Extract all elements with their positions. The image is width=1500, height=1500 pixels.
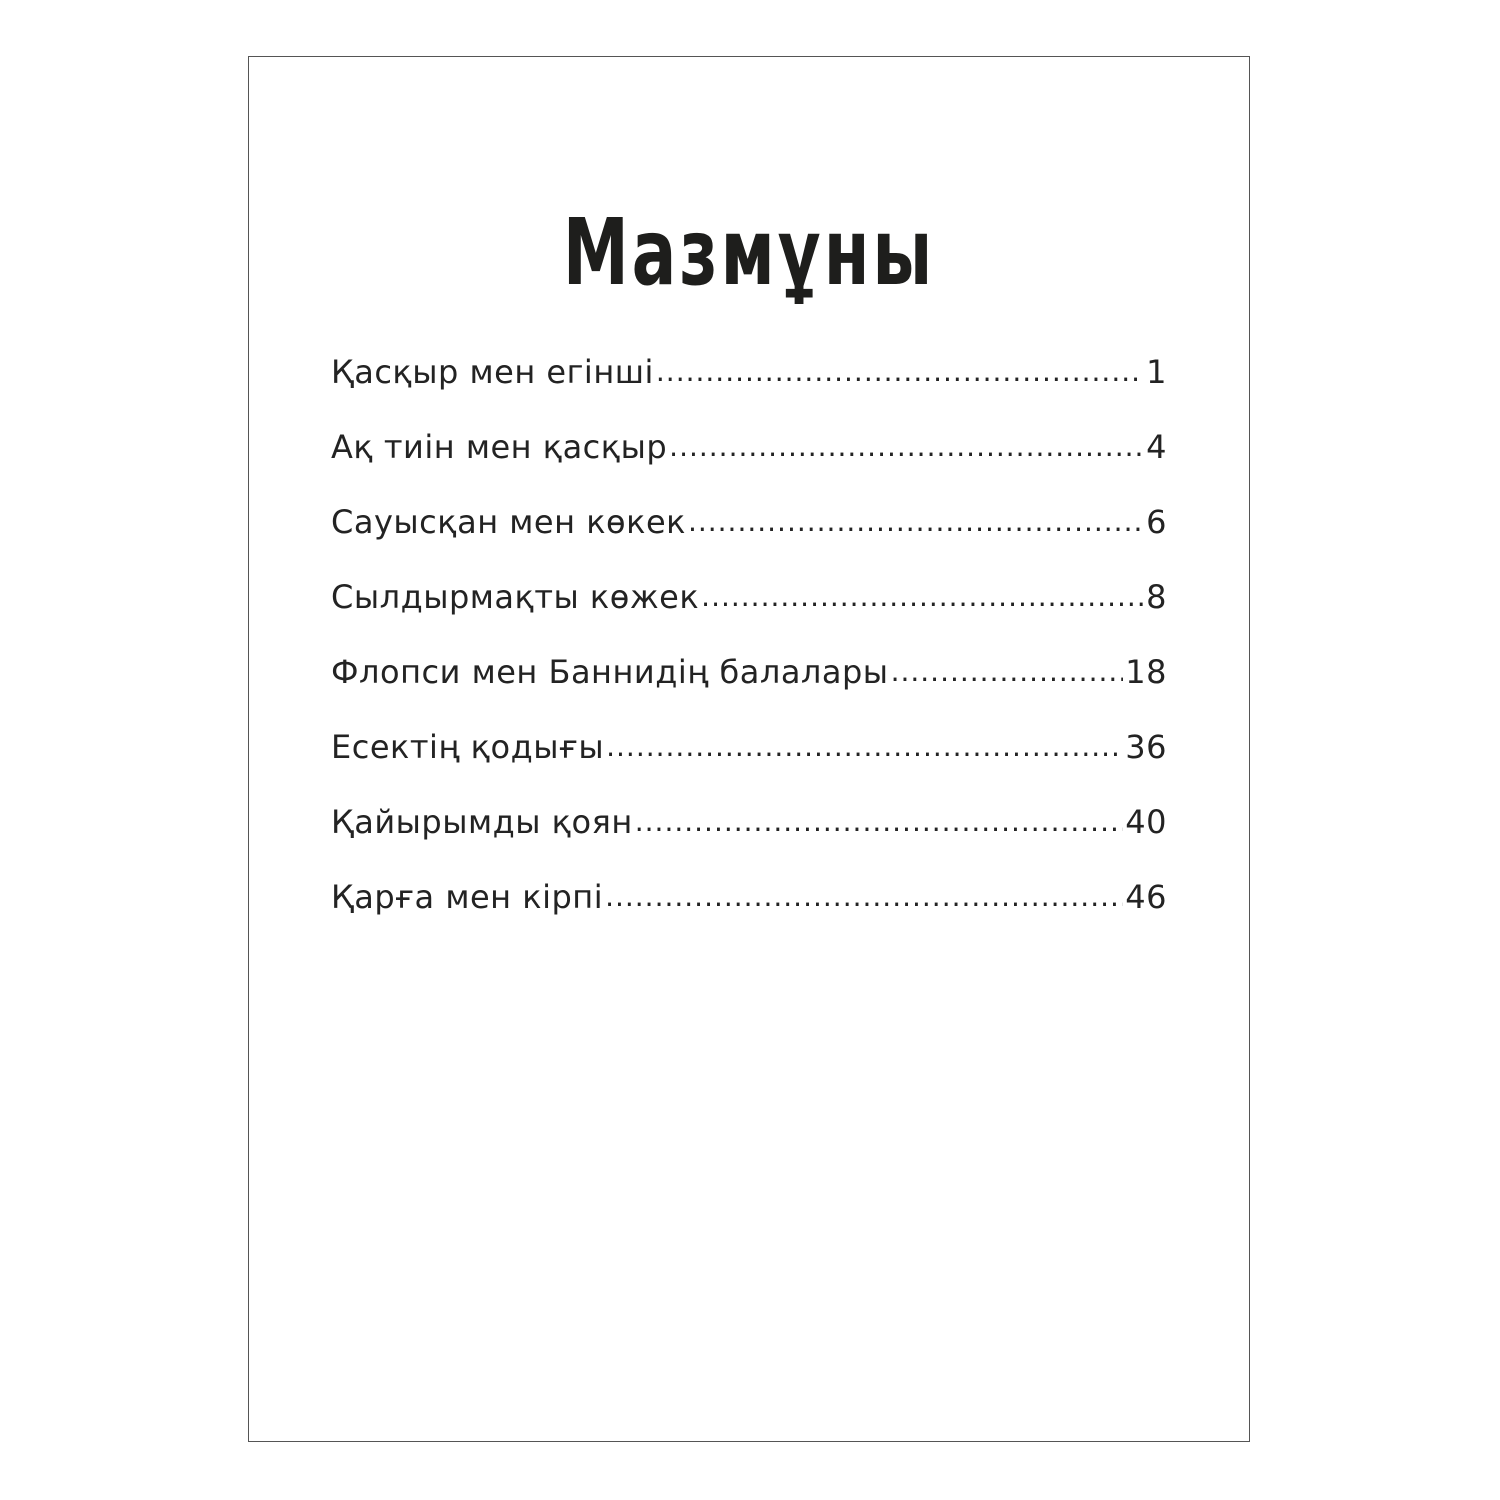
toc-entry[interactable] [331, 803, 1167, 878]
toc-entry-page: 8 [1146, 578, 1167, 616]
toc-entry-title: Есектің қодығы [331, 728, 605, 766]
toc-entry[interactable] [331, 728, 1167, 803]
toc-entry[interactable] [331, 578, 1167, 653]
toc-entry-page: 18 [1125, 653, 1167, 691]
toc-entry-page: 1 [1146, 353, 1167, 391]
toc-entry-page: 36 [1125, 728, 1167, 766]
toc-entry[interactable] [331, 878, 1167, 953]
dot-leader [688, 501, 1144, 539]
toc-entry-title: Сылдырмақты көжек [331, 578, 700, 616]
toc-entry-page: 46 [1125, 878, 1167, 916]
toc-entry-title: Ақ тиін мен қасқыр [331, 428, 668, 466]
dot-leader [669, 426, 1144, 464]
dot-leader [606, 726, 1123, 764]
dot-leader [656, 351, 1144, 389]
dot-leader [891, 651, 1124, 689]
toc-entry-page: 40 [1125, 803, 1167, 841]
toc-entry-page: 6 [1146, 503, 1167, 541]
toc-entry-title: Қайырымды қоян [331, 803, 633, 841]
dot-leader [605, 876, 1123, 914]
toc-entry-title: Қасқыр мен егінші [331, 353, 654, 391]
toc-entry[interactable] [331, 503, 1167, 578]
toc-entry-title: Қарға мен кірпі [331, 878, 604, 916]
toc-entry-title: Флопси мен Баннидің балалары [331, 653, 889, 691]
table-of-contents [331, 353, 1167, 953]
dot-leader [635, 801, 1124, 839]
toc-entry-page: 4 [1146, 428, 1167, 466]
dot-leader [701, 576, 1144, 614]
toc-entry[interactable] [331, 428, 1167, 503]
toc-entry[interactable] [331, 653, 1167, 728]
toc-entry[interactable] [331, 353, 1167, 428]
document-page [248, 56, 1250, 1442]
page-title: Мазмұны [562, 199, 936, 306]
toc-entry-title: Сауысқан мен көкек [331, 503, 686, 541]
